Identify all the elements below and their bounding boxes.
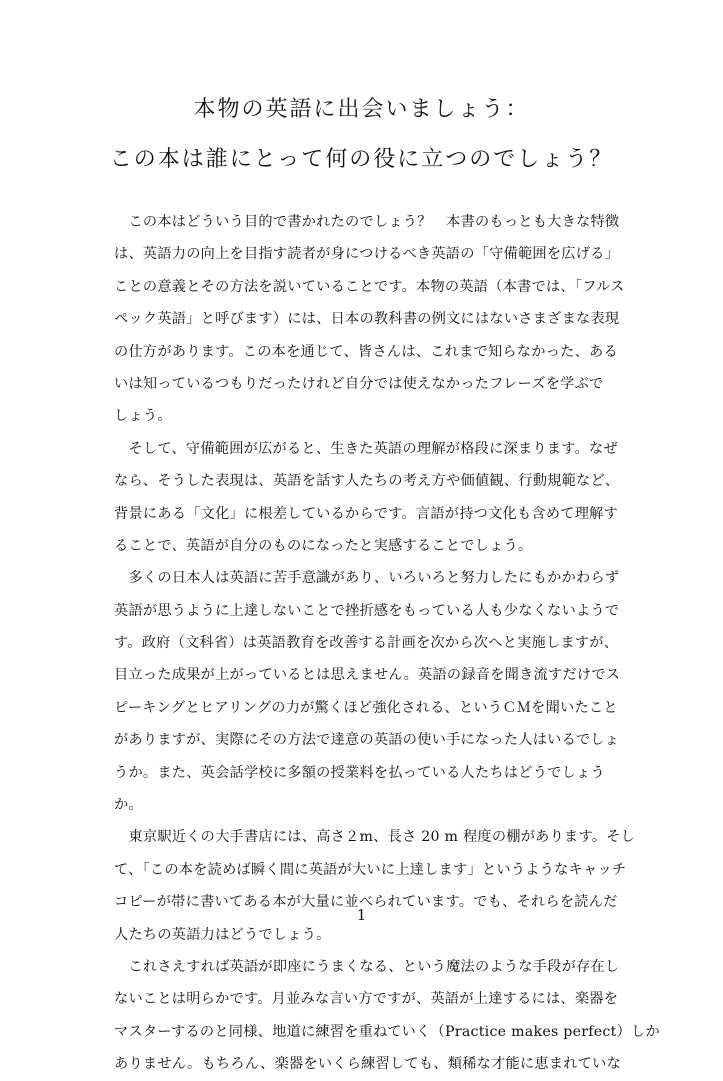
body-line: そして、守備範囲が広がると、生きた英語の理解が格段に深まります。なぜ: [114, 440, 618, 457]
page-number: 1: [356, 906, 367, 924]
body-line: 英語が思うように上達しないことで挫折感をもっている人も少なくないようで: [114, 602, 620, 619]
body-line: ありません。もちろん、楽器をいくら練習しても、類稀な才能に恵まれていな: [114, 1056, 622, 1073]
body-line: コピーが帯に書いてある本が大量に並べられています。でも、それらを読んだ: [114, 894, 618, 911]
title-line-1: 本物の英語に出会いましょう：: [193, 97, 530, 122]
body-line: は、英語力の向上を目指す読者が身につけるべき英語の「守備範囲を広げる」: [114, 246, 620, 263]
body-line: ピーキングとヒアリングの力が驚くほど強化される、というＣＭを聞いたこと: [114, 699, 618, 716]
body-line: ペック英語」と呼びます）には、日本の教科書の例文にはないさまざまな表現: [114, 311, 620, 328]
title-line-2: この本は誰にとって何の役に立つのでしょう？: [109, 147, 614, 172]
body-text: [114, 206, 660, 1081]
body-line: の仕方があります。この本を通じて、皆さんは、これまで知らなかった、ある: [114, 343, 618, 360]
body-line: これさえすれば英語が即座にうまくなる、という魔法のような手段が存在し: [114, 958, 620, 975]
body-line: 目立った成果が上がっているとは思えません。英語の録音を聞き流すだけでス: [114, 667, 621, 684]
body-line: 多くの日本人は英語に苦手意識があり、いろいろと努力したにもかかわらず: [114, 570, 620, 587]
body-line: ないことは明らかです。月並みな言い方ですが、英語が上達するには、楽器を: [114, 991, 619, 1008]
body-line: て、「この本を読めば瞬く間に英語が大いに上達します」というようなキャッチ: [114, 861, 627, 878]
body-line: なら、そうした表現は、英語を話す人たちの考え方や価値観、行動規範など、: [114, 473, 620, 490]
body-line: 東京駅近くの大手書店には、高さ２m、長さ 20 m 程度の棚があります。そし: [114, 829, 636, 846]
body-line: か。: [114, 797, 143, 814]
body-line: がありますが、実際にその方法で達意の英語の使い手になった人はいるでしょ: [114, 732, 620, 749]
body-line: ことの意義とその方法を説いていることです。本物の英語（本書では、「フルス: [114, 278, 625, 295]
body-line: ることで、英語が自分のものになったと実感することでしょう。: [114, 537, 533, 554]
body-line: マスターするのと同様、地道に練習を重ねていく（Practice makes perfect）しか: [114, 1023, 660, 1040]
body-line: 人たちの英語力はどうでしょう。: [114, 926, 331, 943]
body-line: 背景にある「文化」に根差しているからです。言語が持つ文化も含めて理解す: [114, 505, 619, 522]
body-line: いは知っているつもりだったけれど自分では使えなかったフレーズを学ぶで: [114, 375, 604, 392]
body-line: しょう。: [114, 408, 172, 425]
body-line: す。政府（文科省）は英語教育を改善する計画を次から次へと実施しますが、: [114, 635, 619, 652]
body-line: うか。また、英会話学校に多額の授業料を払っている人たちはどうでしょう: [114, 764, 605, 781]
body-line: この本はどういう目的で書かれたのでしょう？ 本書のもっとも大きな特徴: [114, 214, 620, 230]
